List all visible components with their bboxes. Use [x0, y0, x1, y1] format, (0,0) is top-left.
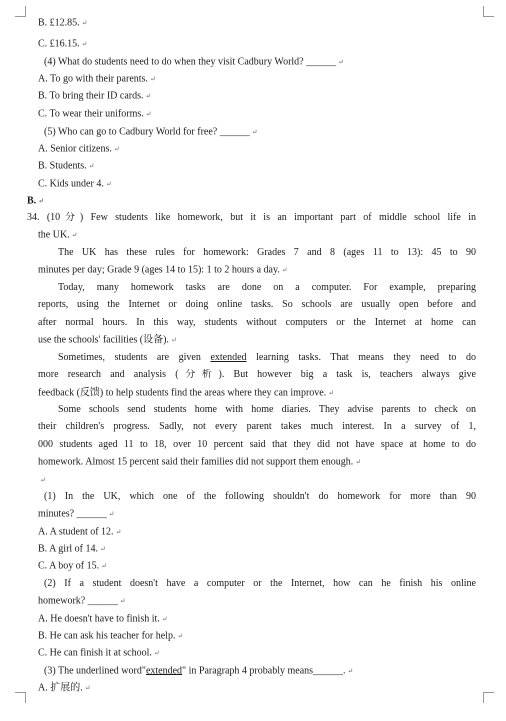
crop-mark-bottom-right: [483, 692, 494, 703]
option-5c: C. Kids under 4. ↵: [38, 178, 112, 190]
question-1-end: minutes? ______ ↵: [38, 508, 115, 520]
passage-p3-line2: more research and analysis (分析). But however big a task is, teachers always give: [38, 369, 476, 380]
passage-p2-line4: use the schools' facilities (设备). ↵: [38, 334, 177, 346]
option-2b: B. He can ask his teacher for help. ↵: [38, 630, 184, 642]
underlined-word-quoted: extended: [145, 665, 183, 677]
question-5: (5) Who can go to Cadbury World for free? ______ ↵: [44, 126, 258, 138]
option-3c: C. £16.15. ↵: [38, 38, 88, 50]
crop-mark-top-left: [15, 6, 26, 17]
question-3: (3) The underlined word"extended" in Paragraph 4 probably means______. ↵: [44, 665, 354, 677]
passage-p1-line1: The UK has these rules for homework: Grades 7 and 8 (ages 11 to 13): 45 to 90: [58, 247, 476, 258]
passage-p3-line3: feedback (反馈) to help students find the areas where they can improve. ↵: [38, 387, 335, 399]
question-4: (4) What do students need to do when they visit Cadbury World? ______ ↵: [44, 56, 344, 68]
passage-p3-line1: Sometimes, students are given extended learning tasks. That means they need to do: [58, 352, 476, 363]
question-2: (2) If a student doesn't have a computer or the Internet, how can he finish his online: [44, 578, 476, 589]
question-2-end: homework? ______ ↵: [38, 595, 126, 607]
option-4a: A. To go with their parents. ↵: [38, 73, 156, 85]
passage-p4-line4: homework. Almost 15 percent said their families did not support them enough. ↵: [38, 456, 362, 468]
passage-intro-line: 34. (10分) Few students like homework, but it is an important part of middle school life in: [27, 212, 476, 223]
option-1a: A. A student of 12. ↵: [38, 526, 122, 538]
passage-p4-line2: their children's progress. Sadly, not every parent takes much interest. In a survey of 1,: [38, 421, 476, 432]
passage-p1-line2: minutes per day; Grade 9 (ages 14 to 15): 1 to 2 hours a day. ↵: [38, 264, 288, 276]
option-4c: C. To wear their uniforms. ↵: [38, 108, 152, 120]
crop-mark-bottom-left: [15, 692, 26, 703]
option-3b: B. £12.85. ↵: [38, 17, 88, 29]
option-1b: B. A girl of 14. ↵: [38, 543, 106, 555]
option-3a: A. 扩展的. ↵: [38, 682, 91, 694]
passage-p2-line3: after normal hours. In this way, students without computers or the Internet at home can: [38, 317, 476, 328]
passage-p4-line3: 000 students aged 11 to 18, over 10 percent said that they did not have space at home to do: [38, 439, 476, 450]
passage-p2-line2: reports, using the Internet or doing online tasks. So schools are usually open before and: [38, 299, 476, 310]
crop-mark-top-right: [483, 6, 494, 17]
passage-p4-line1: Some schools send students home with home diaries. They advise parents to check on: [58, 404, 476, 415]
option-5a: A. Senior citizens. ↵: [38, 143, 120, 155]
option-2c: C. He can finish it at school. ↵: [38, 647, 160, 659]
empty-paragraph: ↵: [40, 476, 46, 484]
passage-p2-line1: Today, many homework tasks are done on a computer. For example, preparing: [58, 282, 476, 293]
option-5b: B. Students. ↵: [38, 160, 95, 172]
option-2a: A. He doesn't have to finish it. ↵: [38, 613, 168, 625]
section-heading: B. ↵: [27, 195, 45, 207]
passage-intro-end: the UK. ↵: [38, 229, 78, 241]
question-1: (1) In the UK, which one of the following shouldn't do homework for more than 90: [44, 491, 476, 502]
option-4b: B. To bring their ID cards. ↵: [38, 90, 152, 102]
option-1c: C. A boy of 15. ↵: [38, 560, 107, 572]
underlined-word: extended: [210, 352, 247, 363]
